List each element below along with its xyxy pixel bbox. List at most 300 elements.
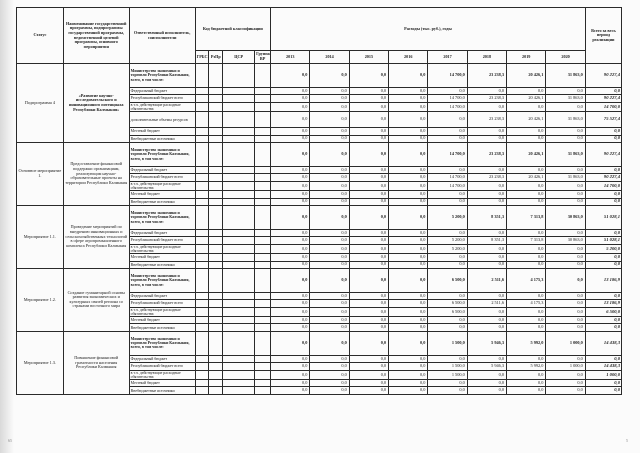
row-year-value: 0,0 (546, 324, 585, 331)
row-year-value: 0,0 (389, 292, 428, 299)
row-year-value: 5 992,0 (507, 363, 546, 370)
row-year-value: 0,0 (310, 142, 349, 166)
row-year-value: 0,0 (310, 135, 349, 142)
row-code-cell (223, 88, 255, 95)
header-code-csr: ЦСР (223, 51, 255, 64)
row-year-value: 0,0 (389, 331, 428, 355)
row-code-cell (255, 331, 271, 355)
row-year-value: 0,0 (310, 292, 349, 299)
row-status: Мероприятие 1.3. (17, 331, 64, 394)
row-year-value: 0,0 (389, 205, 428, 229)
row-code-cell (255, 268, 271, 292)
row-year-value: 0,0 (310, 128, 349, 135)
row-code-cell (223, 370, 255, 379)
row-code-cell (195, 112, 209, 128)
row-year-value: 0,0 (428, 261, 467, 268)
row-code-cell (209, 370, 223, 379)
row-code-cell (223, 174, 255, 181)
row-total-value: 6 500,0 (585, 307, 621, 316)
row-year-value: 0,0 (389, 317, 428, 324)
row-year-value: 1 000,0 (546, 331, 585, 355)
row-year-value: 0,0 (271, 112, 310, 128)
row-year-value: 1 000,0 (546, 363, 585, 370)
row-year-value: 0,0 (310, 229, 349, 236)
row-year-value: 0,0 (507, 128, 546, 135)
row-code-cell (255, 181, 271, 190)
row-code-cell (195, 135, 209, 142)
row-year-value: 0,0 (546, 292, 585, 299)
row-code-cell (223, 166, 255, 173)
row-code-cell (195, 205, 209, 229)
row-year-value: 5 200,0 (428, 237, 467, 244)
header-budget-classification: Код бюджетной классификации (195, 8, 271, 51)
row-code-cell (209, 268, 223, 292)
row-year-value: 0,0 (271, 363, 310, 370)
row-year-value: 0,0 (389, 64, 428, 88)
row-year-value: 0,0 (507, 229, 546, 236)
row-code-cell (255, 102, 271, 111)
row-year-value: 0,0 (271, 355, 310, 362)
row-year-value: 0,0 (546, 307, 585, 316)
row-year-value: 0,0 (389, 95, 428, 102)
footer-mark-right: 5 (626, 438, 628, 443)
footer-mark-left: 65 (8, 438, 12, 443)
header-year-2016: 2016 (389, 51, 428, 64)
row-year-value: 0,0 (428, 380, 467, 387)
row-code-cell (195, 198, 209, 205)
row-code-cell (209, 307, 223, 316)
row-funding-source: дополнительные объемы ресурсов (129, 112, 195, 128)
row-code-cell (209, 102, 223, 111)
row-total-value: 75 527,4 (585, 112, 621, 128)
row-year-value: 0,0 (467, 181, 506, 190)
row-year-value: 0,0 (349, 261, 388, 268)
row-year-value: 5 200,0 (428, 205, 467, 229)
row-year-value: 0,0 (310, 102, 349, 111)
row-year-value: 0,0 (389, 128, 428, 135)
row-year-value: 31 863,0 (546, 64, 585, 88)
row-year-value: 0,0 (467, 135, 506, 142)
header-code-grbs: ГРБС (195, 51, 209, 64)
row-year-value: 0,0 (428, 387, 467, 394)
row-year-value: 0,0 (389, 229, 428, 236)
row-total-value: 14 438,3 (585, 363, 621, 370)
row-year-value: 0,0 (310, 268, 349, 292)
row-code-cell (255, 380, 271, 387)
row-year-value: 0,0 (271, 191, 310, 198)
row-code-cell (255, 317, 271, 324)
row-status: Подпрограмма 4 (17, 64, 64, 143)
row-code-cell (209, 244, 223, 253)
row-year-value: 0,0 (467, 128, 506, 135)
row-status: Основное мероприятие 1. (17, 142, 64, 205)
row-year-value: 0,0 (310, 95, 349, 102)
row-year-value: 0,0 (271, 300, 310, 307)
row-year-value: 6 500,0 (428, 300, 467, 307)
row-year-value: 0,0 (349, 205, 388, 229)
row-total-value: 1 000,0 (585, 370, 621, 379)
row-year-value: 0,0 (271, 307, 310, 316)
row-year-value: 0,0 (546, 380, 585, 387)
row-total-value: 0,0 (585, 88, 621, 95)
row-code-cell (209, 198, 223, 205)
row-year-value: 0,0 (310, 181, 349, 190)
row-code-cell (209, 181, 223, 190)
header-year-2017: 2017 (428, 51, 467, 64)
row-code-cell (223, 324, 255, 331)
row-year-value: 0,0 (349, 112, 388, 128)
row-year-value: 0,0 (428, 254, 467, 261)
row-year-value: 0,0 (546, 300, 585, 307)
row-code-cell (209, 355, 223, 362)
row-year-value: 23 238,3 (467, 95, 506, 102)
row-funding-source: в т.ч. действующие расходные обязательства (129, 181, 195, 190)
header-year-2018: 2018 (467, 51, 506, 64)
row-year-value: 0,0 (310, 331, 349, 355)
row-total-value: 90 227,4 (585, 95, 621, 102)
row-year-value: 0,0 (271, 254, 310, 261)
row-year-value: 0,0 (507, 181, 546, 190)
row-year-value: 0,0 (349, 355, 388, 362)
row-funding-source: Федеральный бюджет (129, 166, 195, 173)
row-year-value: 0,0 (349, 268, 388, 292)
row-year-value: 0,0 (349, 102, 388, 111)
row-year-value: 0,0 (349, 300, 388, 307)
row-code-cell (209, 331, 223, 355)
row-program-name: Повышение финансовой грамотности населения Республики Калмыкия (63, 331, 129, 394)
row-total-value: 51 028,1 (585, 237, 621, 244)
row-total-value: 0,0 (585, 135, 621, 142)
row-code-cell (209, 261, 223, 268)
row-code-cell (255, 387, 271, 394)
row-year-value: 0,0 (271, 244, 310, 253)
row-year-value: 0,0 (389, 370, 428, 379)
row-year-value: 14 700,0 (428, 142, 467, 166)
row-code-cell (223, 244, 255, 253)
row-year-value: 0,0 (467, 324, 506, 331)
row-year-value: 0,0 (271, 142, 310, 166)
row-year-value: 0,0 (349, 254, 388, 261)
row-year-value: 14 700,0 (428, 95, 467, 102)
row-code-cell (209, 88, 223, 95)
row-year-value: 0,0 (389, 363, 428, 370)
row-funding-source: в т.ч. действующие расходные обязательства (129, 370, 195, 379)
row-code-cell (255, 355, 271, 362)
row-funding-source: Внебюджетные источники (129, 324, 195, 331)
row-year-value: 0,0 (546, 191, 585, 198)
row-year-value: 0,0 (349, 331, 388, 355)
row-year-value: 0,0 (271, 229, 310, 236)
row-funding-source: Федеральный бюджет (129, 355, 195, 362)
row-year-value: 31 863,0 (546, 174, 585, 181)
row-funding-source: Местный бюджет (129, 128, 195, 135)
row-funding-source: Внебюджетные источники (129, 135, 195, 142)
row-year-value: 0,0 (349, 244, 388, 253)
row-year-value: 0,0 (389, 254, 428, 261)
header-year-2020: 2020 (546, 51, 585, 64)
row-year-value: 31 863,0 (546, 95, 585, 102)
row-year-value: 0,0 (546, 102, 585, 111)
row-code-cell (255, 292, 271, 299)
row-year-value: 0,0 (310, 387, 349, 394)
row-year-value: 0,0 (310, 261, 349, 268)
row-funding-source: Республиканский бюджет всего (129, 363, 195, 370)
row-year-value: 0,0 (271, 324, 310, 331)
row-year-value: 0,0 (271, 331, 310, 355)
row-funding-source: Федеральный бюджет (129, 88, 195, 95)
row-year-value: 0,0 (310, 307, 349, 316)
row-code-cell (223, 317, 255, 324)
row-total-value: 0,0 (585, 292, 621, 299)
row-code-cell (195, 331, 209, 355)
row-year-value: 0,0 (310, 324, 349, 331)
row-year-value: 0,0 (389, 198, 428, 205)
row-year-value: 0,0 (389, 112, 428, 128)
row-code-cell (223, 181, 255, 190)
header-year-2013: 2013 (271, 51, 310, 64)
row-year-value: 0,0 (467, 198, 506, 205)
table-row (17, 64, 622, 88)
row-year-value: 0,0 (310, 370, 349, 379)
row-year-value: 0,0 (507, 261, 546, 268)
row-year-value: 0,0 (271, 88, 310, 95)
row-code-cell (209, 363, 223, 370)
row-year-value: 0,0 (310, 64, 349, 88)
row-code-cell (195, 268, 209, 292)
row-total-value: 90 227,4 (585, 174, 621, 181)
row-year-value: 0,0 (389, 380, 428, 387)
row-year-value: 0,0 (310, 237, 349, 244)
row-code-cell (195, 355, 209, 362)
row-code-cell (195, 300, 209, 307)
row-year-value: 0,0 (507, 317, 546, 324)
row-year-value: 14 700,0 (428, 174, 467, 181)
table-row (17, 205, 622, 229)
row-funding-source: Министерство экономики и торговли Республики Калмыкия, всего, в том числе: (129, 205, 195, 229)
row-year-value: 0,0 (467, 370, 506, 379)
row-code-cell (255, 142, 271, 166)
row-code-cell (195, 166, 209, 173)
row-code-cell (255, 300, 271, 307)
row-year-value: 0,0 (310, 198, 349, 205)
row-funding-source: Внебюджетные источники (129, 198, 195, 205)
row-code-cell (223, 254, 255, 261)
row-code-cell (195, 191, 209, 198)
row-code-cell (255, 128, 271, 135)
row-code-cell (195, 307, 209, 316)
row-code-cell (223, 102, 255, 111)
row-year-value: 0,0 (389, 142, 428, 166)
row-year-value: 0,0 (271, 292, 310, 299)
row-code-cell (223, 64, 255, 88)
row-total-value: 0,0 (585, 128, 621, 135)
row-funding-source: Местный бюджет (129, 254, 195, 261)
row-code-cell (223, 363, 255, 370)
row-year-value: 0,0 (310, 380, 349, 387)
row-year-value: 7 313,8 (507, 205, 546, 229)
row-year-value: 0,0 (428, 166, 467, 173)
row-code-cell (209, 128, 223, 135)
row-year-value: 0,0 (546, 370, 585, 379)
row-year-value: 0,0 (310, 355, 349, 362)
row-year-value: 6 500,0 (428, 307, 467, 316)
row-code-cell (195, 261, 209, 268)
row-year-value: 14 700,0 (428, 64, 467, 88)
row-status: Мероприятие 1.2. (17, 268, 64, 331)
header-executor: Ответственный исполнитель, соисполнители (129, 8, 195, 64)
row-year-value: 0,0 (310, 88, 349, 95)
row-year-value: 31 863,0 (546, 112, 585, 128)
row-status: Мероприятие 1.1. (17, 205, 64, 268)
row-year-value: 5 946,3 (467, 363, 506, 370)
row-year-value: 0,0 (271, 205, 310, 229)
row-code-cell (209, 254, 223, 261)
row-code-cell (195, 363, 209, 370)
row-code-cell (195, 387, 209, 394)
row-year-value: 0,0 (349, 142, 388, 166)
row-year-value: 0,0 (467, 261, 506, 268)
row-year-value: 0,0 (349, 307, 388, 316)
row-year-value: 0,0 (310, 205, 349, 229)
row-year-value: 0,0 (389, 135, 428, 142)
row-code-cell (223, 191, 255, 198)
row-code-cell (195, 64, 209, 88)
row-code-cell (223, 268, 255, 292)
row-year-value: 20 426,1 (507, 174, 546, 181)
row-code-cell (223, 292, 255, 299)
row-year-value: 0,0 (271, 64, 310, 88)
row-year-value: 0,0 (428, 198, 467, 205)
row-year-value: 0,0 (389, 244, 428, 253)
row-program-name: Предоставление финансовой поддержки организациям, реализующим научно-образовательные проекты на территории Республики Калмыкия (63, 142, 129, 205)
row-code-cell (255, 370, 271, 379)
row-year-value: 2 511,6 (467, 268, 506, 292)
row-code-cell (195, 174, 209, 181)
row-code-cell (209, 324, 223, 331)
row-code-cell (255, 174, 271, 181)
row-code-cell (209, 292, 223, 299)
row-year-value: 0,0 (507, 254, 546, 261)
row-funding-source: Местный бюджет (129, 317, 195, 324)
row-year-value: 1 500,0 (428, 363, 467, 370)
row-code-cell (255, 254, 271, 261)
row-code-cell (255, 95, 271, 102)
row-total-value: 0,0 (585, 324, 621, 331)
row-code-cell (195, 95, 209, 102)
row-year-value: 0,0 (507, 355, 546, 362)
row-year-value: 0,0 (349, 292, 388, 299)
row-code-cell (255, 198, 271, 205)
row-total-value: 90 227,4 (585, 64, 621, 88)
row-year-value: 0,0 (546, 244, 585, 253)
row-program-name: Создание гуманитарной основы развития экономических и культурных связей региона со странами восточного мира (63, 268, 129, 331)
row-total-value: 0,0 (585, 261, 621, 268)
row-code-cell (255, 244, 271, 253)
row-year-value: 0,0 (389, 181, 428, 190)
row-code-cell (195, 102, 209, 111)
row-total-value: 14 438,3 (585, 331, 621, 355)
row-year-value: 0,0 (349, 135, 388, 142)
row-code-cell (255, 112, 271, 128)
row-year-value: 0,0 (349, 237, 388, 244)
row-year-value: 0,0 (310, 254, 349, 261)
row-year-value: 0,0 (467, 317, 506, 324)
row-code-cell (255, 191, 271, 198)
row-year-value: 0,0 (428, 355, 467, 362)
table-row (17, 331, 622, 355)
row-year-value: 0,0 (467, 88, 506, 95)
row-code-cell (195, 128, 209, 135)
row-year-value: 0,0 (349, 128, 388, 135)
row-year-value: 0,0 (428, 317, 467, 324)
header-year-2015: 2015 (349, 51, 388, 64)
row-year-value: 0,0 (271, 181, 310, 190)
row-year-value: 0,0 (507, 324, 546, 331)
row-year-value: 0,0 (467, 102, 506, 111)
row-code-cell (195, 142, 209, 166)
row-year-value: 14 700,0 (428, 102, 467, 111)
row-total-value: 5 200,0 (585, 244, 621, 253)
row-year-value: 0,0 (349, 174, 388, 181)
row-code-cell (209, 174, 223, 181)
row-year-value: 20 426,1 (507, 142, 546, 166)
row-code-cell (195, 370, 209, 379)
header-expenses: Расходы (тыс. руб.), годы (271, 8, 586, 51)
row-year-value: 0,0 (271, 198, 310, 205)
row-code-cell (209, 205, 223, 229)
row-funding-source: Министерство экономики и торговли Республики Калмыкия, всего, в том числе: (129, 268, 195, 292)
header-status: Статус (17, 8, 64, 64)
row-year-value: 0,0 (507, 292, 546, 299)
row-year-value: 0,0 (546, 128, 585, 135)
row-code-cell (195, 88, 209, 95)
row-year-value: 0,0 (428, 135, 467, 142)
row-year-value: 23 238,3 (467, 142, 506, 166)
row-code-cell (223, 229, 255, 236)
row-year-value: 0,0 (467, 254, 506, 261)
row-year-value: 0,0 (546, 198, 585, 205)
row-year-value: 0,0 (349, 380, 388, 387)
row-year-value: 0,0 (467, 166, 506, 173)
row-year-value: 0,0 (310, 300, 349, 307)
row-year-value: 0,0 (271, 387, 310, 394)
row-code-cell (255, 205, 271, 229)
row-code-cell (195, 292, 209, 299)
row-year-value: 0,0 (271, 268, 310, 292)
row-year-value: 0,0 (467, 244, 506, 253)
row-year-value: 30 863,0 (546, 205, 585, 229)
row-year-value: 0,0 (467, 355, 506, 362)
row-funding-source: в т.ч. действующие расходные обязательства (129, 244, 195, 253)
row-year-value: 0,0 (271, 261, 310, 268)
row-funding-source: Федеральный бюджет (129, 292, 195, 299)
row-year-value: 0,0 (546, 317, 585, 324)
row-year-value: 5 946,3 (467, 331, 506, 355)
header-row (17, 8, 622, 51)
row-year-value: 0,0 (310, 244, 349, 253)
row-code-cell (209, 229, 223, 236)
row-funding-source: Республиканский бюджет всего (129, 300, 195, 307)
row-code-cell (255, 88, 271, 95)
row-code-cell (255, 229, 271, 236)
header-code-vr: Группа ВР (255, 51, 271, 64)
row-year-value: 0,0 (271, 102, 310, 111)
row-code-cell (255, 135, 271, 142)
row-year-value: 23 238,3 (467, 112, 506, 128)
row-year-value: 0,0 (271, 174, 310, 181)
row-code-cell (223, 95, 255, 102)
row-total-value: 0,0 (585, 355, 621, 362)
